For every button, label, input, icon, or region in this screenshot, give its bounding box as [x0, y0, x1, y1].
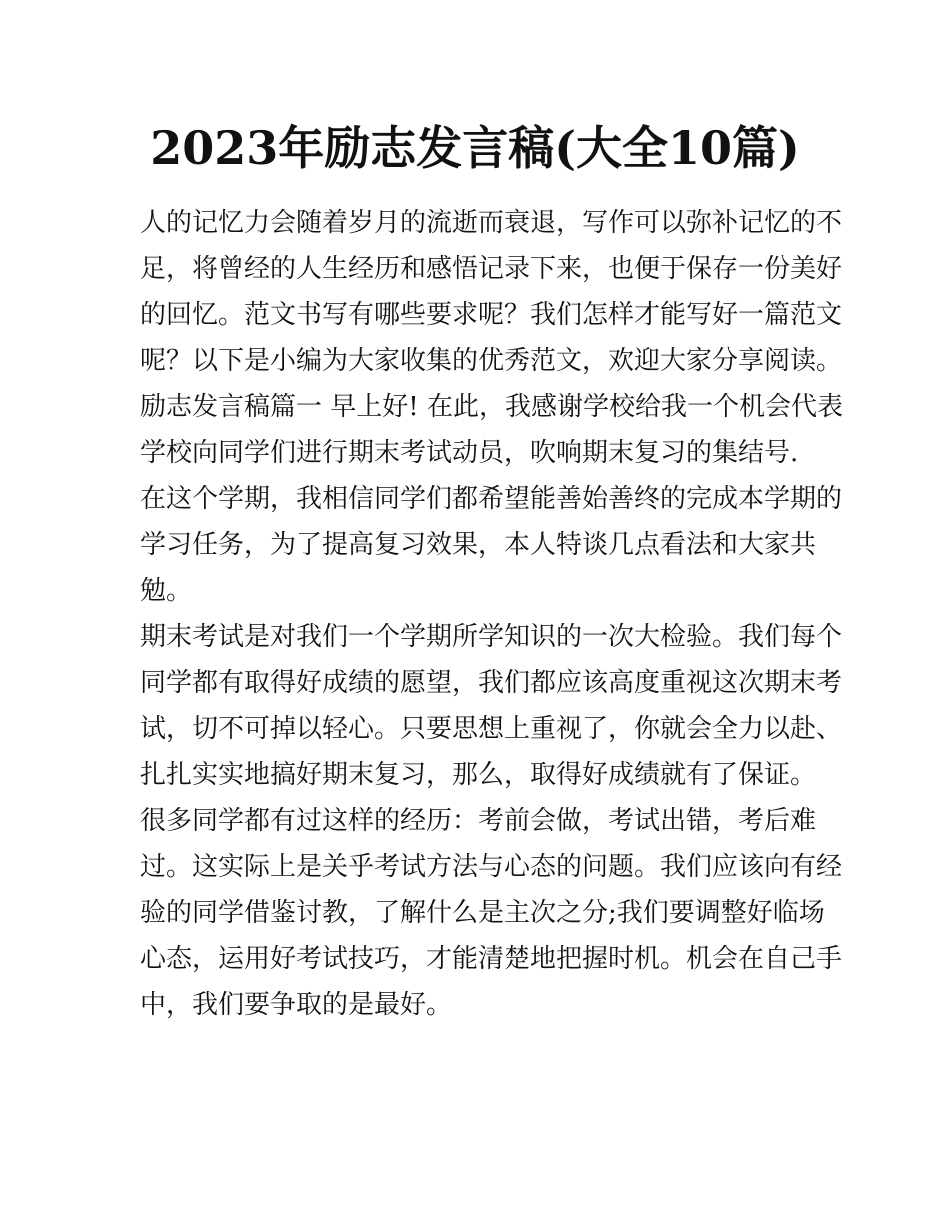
body-line: 过。这实际上是关乎考试方法与心态的问题。我们应该向有经 [140, 852, 843, 882]
body-line: 呢？以下是小编为大家收集的优秀范文，欢迎大家分享阅读。 [140, 346, 843, 376]
document-body [140, 200, 843, 1028]
body-line: 心态，运用好考试技巧，才能清楚地把握时机。机会在自己手 [140, 944, 843, 974]
body-line: 勉。 [140, 576, 193, 606]
body-line: 很多同学都有过这样的经历：考前会做，考试出错，考后难 [140, 806, 817, 836]
body-line: 验的同学借鉴讨教，了解什么是主次之分;我们要调整好临场 [140, 898, 825, 928]
document-title: 2023年励志发言稿(大全10篇) [150, 121, 800, 175]
body-line: 励志发言稿篇一 早上好! 在此，我感谢学校给我一个机会代表 [140, 392, 843, 422]
body-line: 学习任务，为了提高复习效果，本人特谈几点看法和大家共 [140, 530, 817, 560]
body-line: 的回忆。范文书写有哪些要求呢？我们怎样才能写好一篇范文 [140, 300, 843, 330]
body-line: 试，切不可掉以轻心。只要思想上重视了，你就会全力以赴、 [140, 714, 843, 744]
body-line: 中，我们要争取的是最好。 [140, 990, 453, 1020]
body-line: 在这个学期，我相信同学们都希望能善始善终的完成本学期的 [140, 484, 843, 514]
body-line: 扎扎实实地搞好期末复习，那么，取得好成绩就有了保证。 [140, 760, 817, 790]
body-line: 同学都有取得好成绩的愿望，我们都应该高度重视这次期末考 [140, 668, 843, 698]
body-line: 足，将曾经的人生经历和感悟记录下来，也便于保存一份美好 [140, 254, 843, 284]
body-line: 学校向同学们进行期末考试动员，吹响期末复习的集结号. [140, 438, 799, 468]
body-line: 人的记忆力会随着岁月的流逝而衰退，写作可以弥补记忆的不 [140, 208, 843, 238]
body-line: 期末考试是对我们一个学期所学知识的一次大检验。我们每个 [140, 622, 843, 652]
